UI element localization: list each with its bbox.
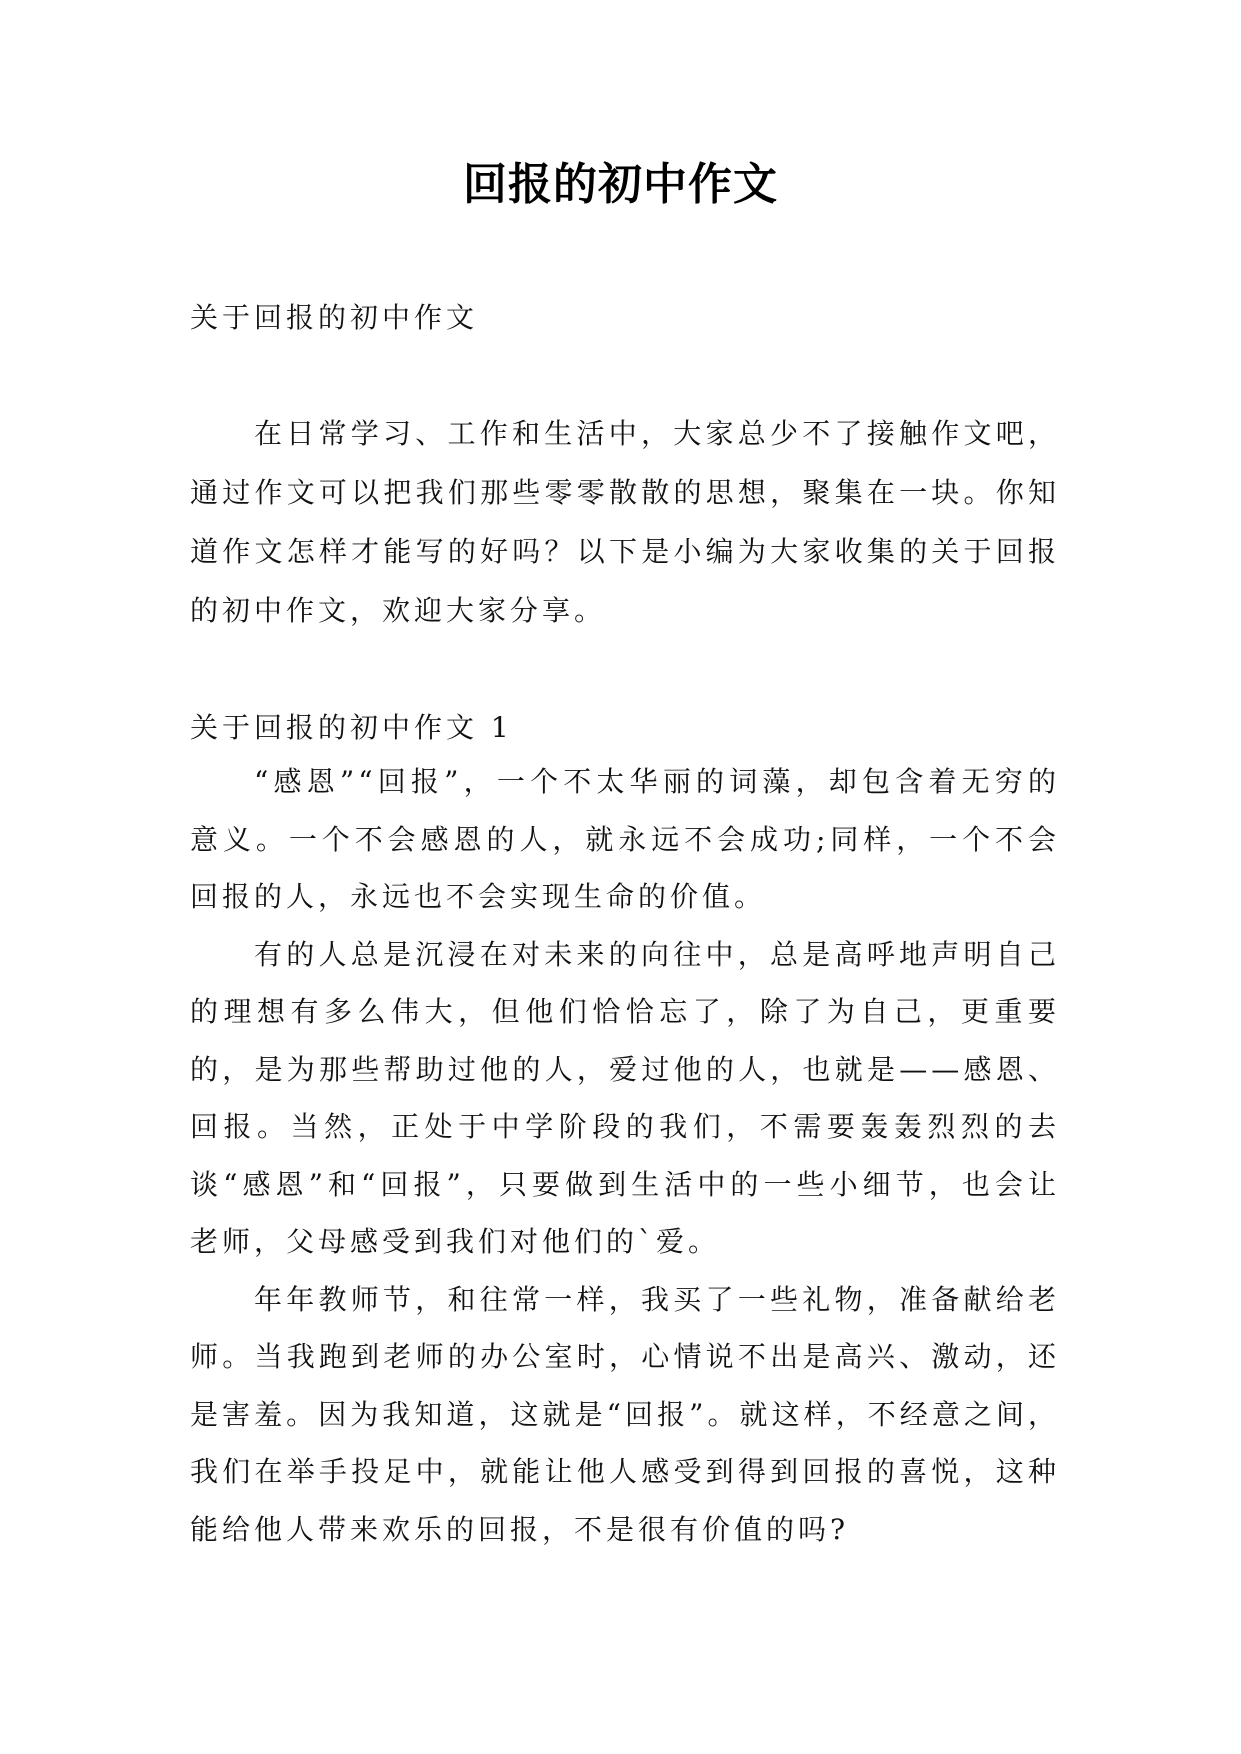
section-heading: 关于回报的初中作文 1	[190, 711, 513, 744]
essay-paragraph: 年年教师节，和往常一样，我买了一些礼物，准备献给老师。当我跑到老师的办公室时，心情说不出是高兴、激动，还是害羞。因为我知道，这就是“回报”。就这样，不经意之间，我们在举手投足中，就能让他人感受到得到回报的喜悦，这种能给他人带来欢乐的回报，不是很有价值的吗?	[190, 1282, 1060, 1546]
essay-body	[190, 753, 1060, 1558]
essay-paragraph: 有的人总是沉浸在对未来的向往中，总是高呼地声明自己的理想有多么伟大，但他们恰恰忘了，除了为自己，更重要的，是为那些帮助过他的人，爱过他的人，也就是——感恩、回报。当然，正处于中学阶段的我们，不需要轰轰烈烈的去谈“感恩”和“回报”，只要做到生活中的一些小细节，也会让老师，父母感受到我们对他们的`爱。	[190, 937, 1060, 1258]
intro-paragraph: 在日常学习、工作和生活中，大家总少不了接触作文吧，通过作文可以把我们那些零零散散的思想，聚集在一块。你知道作文怎样才能写的好吗？以下是小编为大家收集的关于回报的初中作文，欢迎大家分享。	[190, 417, 1060, 627]
document-subtitle: 关于回报的初中作文	[190, 301, 479, 334]
document-title: 回报的初中作文	[463, 159, 778, 210]
essay-paragraph: “感恩”“回报”，一个不太华丽的词藻，却包含着无穷的意义。一个不会感恩的人，就永远不会成功;同样，一个不会回报的人，永远也不会实现生命的价值。	[190, 765, 1060, 913]
